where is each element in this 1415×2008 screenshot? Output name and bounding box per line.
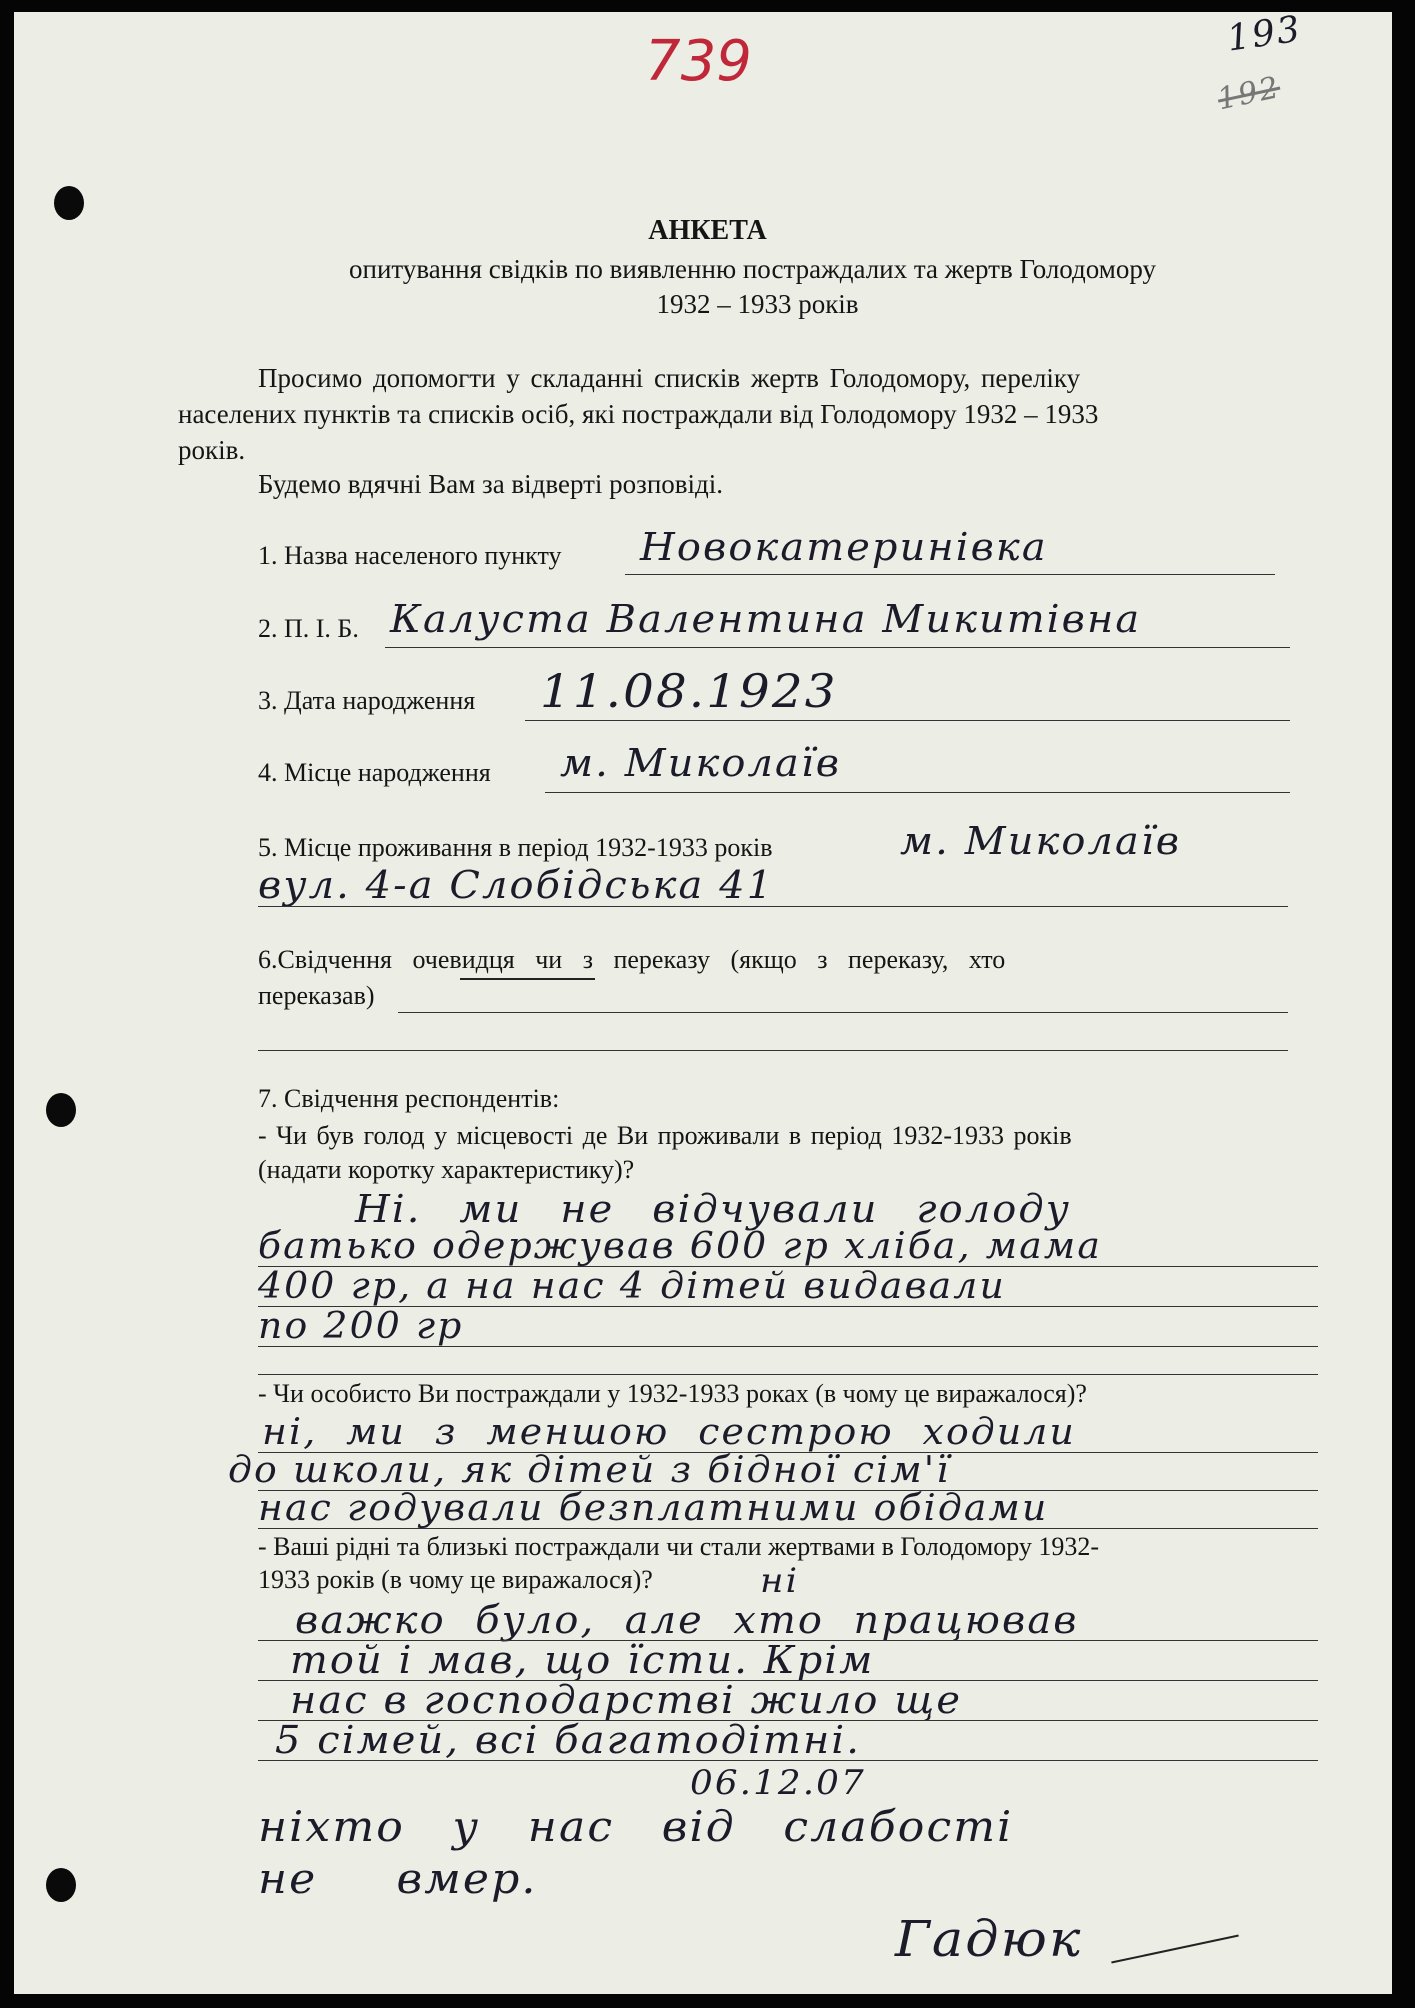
answer-line [258,1680,1318,1681]
answer-line [258,1760,1318,1761]
answer-2-line: ні, ми з меншою сестрою ходили [262,1412,1076,1453]
field-value-settlement: Новокатеринівка [640,525,1048,569]
answer-3-first: ні [760,1561,800,1601]
intro-line: Просимо допомогти у складанні списків жертв Голодомору, переліку [258,363,1081,393]
answer-line [258,1374,1318,1375]
punch-hole [54,186,84,220]
question-1-cont: (надати коротку характеристику)? [258,1155,635,1184]
intro-line: населених пунктів та списків осіб, які постраждали від Голодомору 1932 – 1933 [178,399,1099,429]
answer-4-line: не вмер. [258,1854,538,1903]
section-7-title: 7. Свідчення респондентів: [258,1084,560,1113]
field-line [385,647,1290,648]
answer-line [258,1720,1318,1721]
question-3: - Ваші рідні та близькі постраждали чи стали жертвами в Голодомору 1932- [258,1532,1100,1561]
field-value-residence: м. Миколаїв [900,819,1182,863]
question-1: - Чи був голод у місцевості де Ви проживали в період 1932-1933 років [258,1121,1072,1150]
answer-line [258,1346,1318,1347]
field-label-birthplace: 4. Місце народження [258,758,491,787]
answer-line [258,1528,1318,1529]
field-label-name: 2. П. І. Б. [258,614,359,643]
answer-2-line: до школи, як дітей з бідної сім'ї [228,1450,951,1491]
answer-1-line: Ні. ми не відчували голоду [355,1187,1072,1231]
field-label-retold-by: переказав) [258,981,375,1010]
field-label-birthdate: 3. Дата народження [258,686,476,715]
field-label-settlement: 1. Назва населеного пункту [258,541,562,570]
field-label-residence: 5. Місце проживання в період 1932-1933 років [258,833,773,862]
answer-3-line: 5 сімей, всі багатодітні. [275,1718,862,1762]
form-title: АНКЕТА [648,215,767,246]
field-line [525,720,1290,721]
field-value-residence-street: вул. 4-а Слобідська 41 [258,863,775,907]
respondent-signature: Гадюк [895,1910,1083,1968]
struck-sheet-number: 192 [1214,69,1284,118]
answer-3-line: нас в господарстві жило ще [290,1678,963,1722]
answer-line [258,1640,1318,1641]
answer-3-line: важко було, але хто працював [295,1598,1079,1642]
intro-thanks: Будемо вдячні Вам за відверті розповіді. [258,469,724,499]
answer-2-line: нас годували безплатними обідами [258,1488,1049,1529]
field-line [545,792,1290,793]
underline-eyewitness [460,978,595,980]
field-value-birthplace: м. Миколаїв [560,741,842,785]
answer-4-line: ніхто у нас від слабості [258,1802,1014,1851]
answer-line [258,1452,1318,1453]
question-3-cont: 1933 років (в чому це виражалося)? [258,1565,653,1594]
question-2: - Чи особисто Ви постраждали у 1932-1933 роках (в чому це виражалося)? [258,1379,1087,1408]
field-line [625,574,1275,575]
field-line [258,906,1288,907]
answer-3-line: той і мав, що їсти. Крім [290,1638,875,1682]
answer-line [258,1266,1318,1267]
intro-line: років. [178,435,246,465]
field-value-birthdate: 11.08.1923 [540,664,838,718]
answer-1-line: 400 гр, а на нас 4 дітей видавали [258,1266,1006,1307]
punch-hole [46,1093,76,1127]
field-line [398,1012,1288,1013]
answer-line [258,1306,1318,1307]
sheet-number: 193 [1224,8,1305,60]
field-value-name: Калуста Валентина Микитівна [390,597,1142,641]
archive-number: 739 [645,29,752,94]
form-subtitle: опитування свідків по виявленню постраждалих та жертв Голодомору [349,254,1156,284]
answer-line [258,1490,1318,1491]
answer-1-line: батько одержував 600 гр хліба, мама [258,1226,1102,1267]
field-line [258,1050,1288,1051]
punch-hole [46,1868,76,1902]
survey-date: 06.12.07 [690,1763,866,1803]
answer-1-line: по 200 гр [258,1306,464,1347]
field-label-testimony-type: 6.Свідчення очевидця чи з переказу (якщо з переказу, хто [258,945,1006,974]
form-years: 1932 – 1933 років [656,289,859,319]
